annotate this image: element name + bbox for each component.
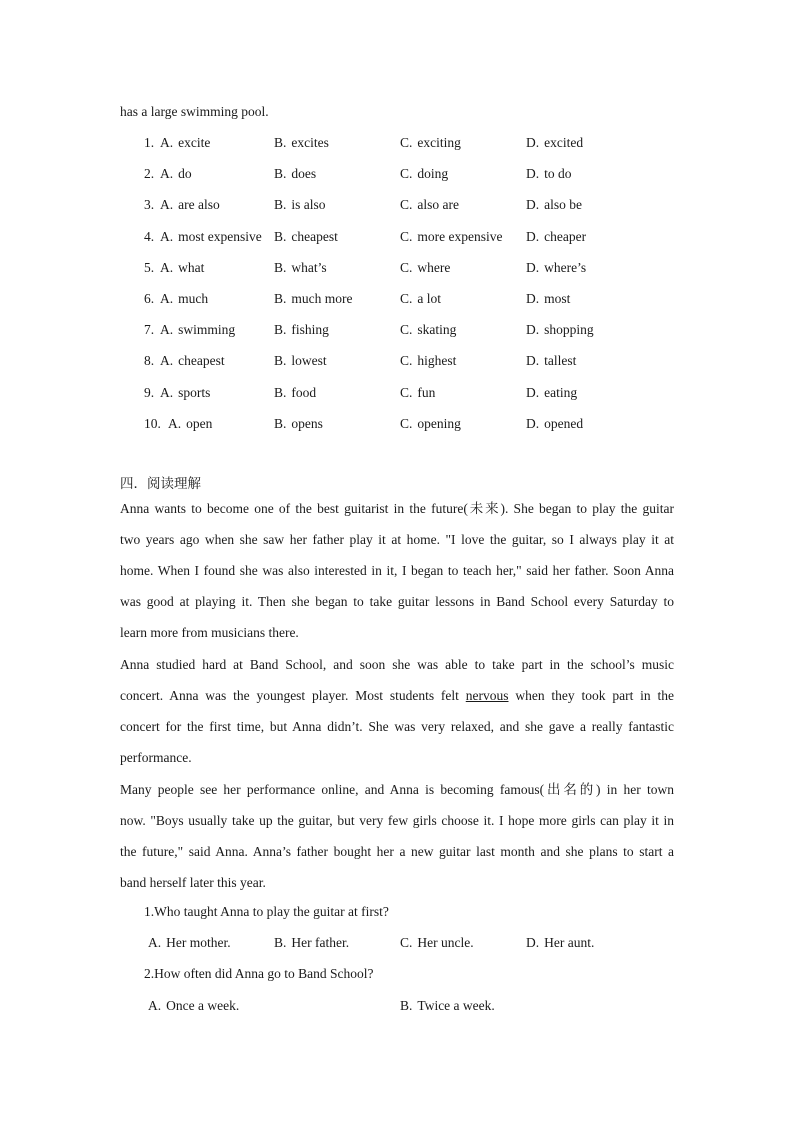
passage-line: Many people see her performance online, and Anna is becoming famous(出名的) in her town	[120, 782, 674, 797]
option-b[interactable]: B. Twice a week.	[400, 998, 495, 1013]
question-2-stem: 2.How often did Anna go to Band School?	[144, 966, 374, 981]
option-a[interactable]: A. cheapest	[160, 353, 225, 369]
question-number: 5.	[144, 259, 155, 275]
question-number: 8.	[144, 353, 155, 369]
passage-line: the future," said Anna. Anna’s father bought her a new guitar last month and she plans to start a	[120, 844, 674, 860]
cloze-option-row	[0, 291, 794, 311]
passage-line: now. "Boys usually take up the guitar, but very few girls choose it. I hope more girls can play it in	[120, 813, 674, 829]
question-1-stem: 1.Who taught Anna to play the guitar at first?	[144, 904, 389, 919]
cloze-option-row	[0, 416, 794, 436]
question-number: 9.	[144, 384, 155, 400]
option-b[interactable]: B. Her father.	[274, 935, 350, 950]
option-d[interactable]: D. opened	[526, 415, 584, 431]
option-b[interactable]: B. much more	[274, 291, 353, 306]
option-c[interactable]: C. a lot	[400, 291, 442, 306]
option-a[interactable]: A. do	[160, 166, 192, 182]
passage-line: Anna wants to become one of the best guitarist in the future(未来). She began to play the guitar	[120, 501, 674, 516]
option-c[interactable]: C. also are	[400, 197, 459, 213]
section-heading: 四．阅读理解	[120, 476, 201, 492]
passage-line: was good at playing it. Then she began to take guitar lessons in Band School every Saturday to	[120, 594, 674, 610]
option-d[interactable]: D. eating	[526, 384, 578, 400]
option-d[interactable]: D. shopping	[526, 322, 594, 338]
question-1-options	[0, 935, 794, 955]
option-a[interactable]: A. what	[160, 259, 205, 275]
option-d[interactable]: D. most	[526, 291, 571, 306]
option-c[interactable]: C. fun	[400, 384, 436, 400]
option-c[interactable]: C. where	[400, 259, 451, 275]
option-d[interactable]: D. also be	[526, 197, 582, 213]
option-b[interactable]: B. is also	[274, 197, 326, 213]
option-b[interactable]: B. what’s	[274, 259, 327, 275]
question-2-options	[0, 998, 794, 1018]
option-b[interactable]: B. excites	[274, 135, 329, 150]
option-c[interactable]: C. exciting	[400, 135, 461, 150]
passage-line: concert for the first time, but Anna didn’t. She was very relaxed, and she gave a really fantastic	[120, 719, 674, 735]
option-c[interactable]: C. Her uncle.	[400, 935, 474, 950]
underlined-word-nervous: nervous	[465, 688, 509, 704]
passage-line: concert. Anna was the youngest player. Most students felt nervous when they took part in the	[120, 688, 674, 704]
option-a[interactable]: A. much	[160, 291, 209, 306]
question-number: 6.	[144, 291, 155, 306]
passage-line: learn more from musicians there.	[120, 625, 299, 641]
question-number: 2.	[144, 166, 155, 182]
option-a[interactable]: A. Her mother.	[148, 935, 231, 950]
option-d[interactable]: D. cheaper	[526, 228, 587, 244]
option-b[interactable]: B. opens	[274, 415, 323, 431]
option-c[interactable]: C. skating	[400, 322, 457, 338]
option-d[interactable]: D. Her aunt.	[526, 935, 595, 950]
question-number: 10.	[144, 415, 161, 431]
passage-line: Anna studied hard at Band School, and soon she was able to take part in the school’s music	[120, 657, 674, 672]
option-a[interactable]: A. sports	[160, 384, 211, 400]
passage-paragraph-1	[120, 499, 674, 654]
cloze-option-row	[0, 385, 794, 405]
option-d[interactable]: D. where’s	[526, 259, 587, 275]
option-c[interactable]: C. opening	[400, 415, 461, 431]
option-c[interactable]: C. doing	[400, 166, 449, 182]
passage-line: two years ago when she saw her father play it at home. "I love the guitar, so I always play it at	[120, 532, 674, 548]
cloze-option-row	[0, 166, 794, 186]
option-a[interactable]: A. excite	[160, 135, 211, 150]
question-number: 7.	[144, 322, 155, 338]
option-b[interactable]: B. food	[274, 384, 317, 400]
question-number: 4.	[144, 228, 155, 244]
option-c[interactable]: C. more expensive	[400, 228, 503, 244]
option-a[interactable]: A. open	[168, 415, 213, 431]
passage-line: home. When I found she was also interested in it, I began to teach her," said her father. Soon Anna	[120, 563, 674, 579]
option-d[interactable]: D. excited	[526, 135, 584, 150]
cloze-option-row	[0, 260, 794, 280]
question-number: 1.	[144, 135, 155, 150]
passage-paragraph-2	[120, 655, 674, 779]
cloze-option-row	[0, 322, 794, 342]
intro-tail-text: has a large swimming pool.	[120, 104, 269, 119]
question-number: 3.	[144, 197, 155, 213]
option-a[interactable]: A. are also	[160, 197, 220, 213]
cloze-option-row	[0, 353, 794, 373]
option-d[interactable]: D. to do	[526, 166, 572, 182]
option-b[interactable]: B. cheapest	[274, 228, 338, 244]
passage-paragraph-3	[120, 780, 674, 904]
cloze-option-row	[0, 135, 794, 155]
option-a[interactable]: A. Once a week.	[148, 998, 240, 1013]
option-b[interactable]: B. does	[274, 166, 317, 182]
cloze-option-row	[0, 197, 794, 217]
passage-line: band herself later this year.	[120, 875, 266, 891]
passage-line: performance.	[120, 750, 192, 766]
option-a[interactable]: A. most expensive	[160, 228, 262, 244]
option-d[interactable]: D. tallest	[526, 353, 577, 369]
option-b[interactable]: B. fishing	[274, 322, 329, 338]
option-a[interactable]: A. swimming	[160, 322, 236, 338]
cloze-option-row	[0, 229, 794, 249]
option-c[interactable]: C. highest	[400, 353, 457, 369]
option-b[interactable]: B. lowest	[274, 353, 327, 369]
